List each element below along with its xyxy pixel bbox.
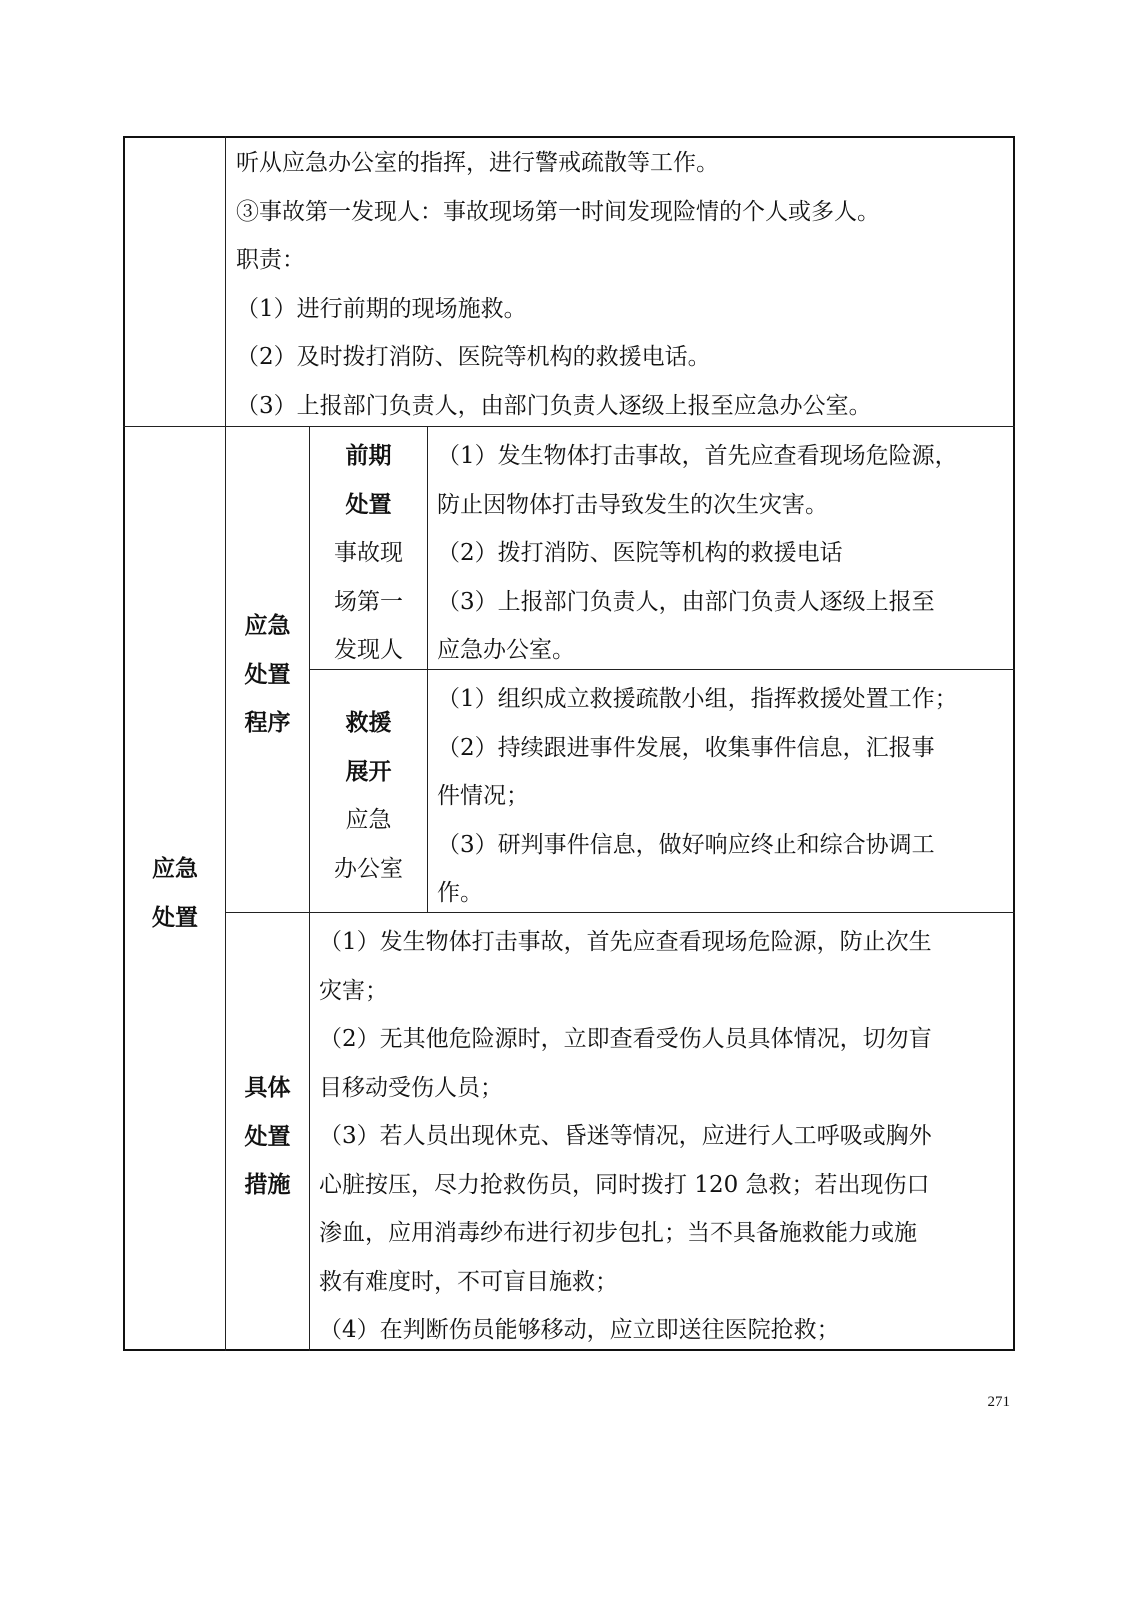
text-line: （1）组织成立救援疏散小组，指挥救援处置工作； [437, 686, 958, 712]
page-number: 271 [987, 1394, 1010, 1410]
stage-title-rescue: 救援 展开 应急 办公室 [334, 709, 403, 882]
text-line: （2）及时拨打消防、医院等机构的救援电话。 [236, 344, 711, 370]
text-line: 听从应急办公室的指挥，进行警戒疏散等工作。 [236, 150, 719, 176]
text-line: 心脏按压，尽力抢救伤员，同时拨打 120 急救；若出现伤口 [319, 1171, 930, 1198]
text-line: 职责： [236, 247, 305, 273]
text-line: ③事故第一发现人：事故现场第一时间发现险情的个人或多人。 [236, 198, 880, 225]
text-line: （1）进行前期的现场施救。 [236, 295, 527, 322]
text-line: 作。 [437, 880, 483, 906]
text-line: 目移动受伤人员； [319, 1074, 503, 1101]
text-line: （3）研判事件信息，做好响应终止和综合协调工 [437, 831, 935, 858]
text-line: （3）上报部门负责人，由部门负责人逐级上报至 [437, 588, 935, 615]
text-line: 防止因物体打击导致发生的次生灾害。 [437, 491, 828, 518]
text-line: （1）发生物体打击事故，首先应查看现场危险源，防止次生 [319, 929, 932, 955]
text-line: （3）上报部门负责人，由部门负责人逐级上报至应急办公室。 [236, 392, 872, 419]
text-line: （2）无其他危险源时，立即查看受伤人员具体情况，切勿盲 [319, 1026, 932, 1052]
measures-label: 具体 处置 措施 [244, 1074, 291, 1198]
text-line: （2）拨打消防、医院等机构的救援电话 [437, 540, 843, 566]
text-line: （1）发生物体打击事故，首先应查看现场危险源， [437, 443, 958, 469]
text-line: （4）在判断伤员能够移动，应立即送往医院抢救； [319, 1317, 840, 1343]
text-line: 灾害； [319, 977, 388, 1004]
stage-content-initial [437, 432, 1012, 675]
stage-content-rescue [437, 675, 1012, 918]
text-line: 渗血，应用消毒纱布进行初步包扎；当不具备施救能力或施 [319, 1220, 917, 1246]
text-line: 件情况； [437, 783, 529, 809]
text-line: （3）若人员出现休克、昏迷等情况，应进行人工呼吸或胸外 [319, 1123, 932, 1149]
duty-text-block [236, 139, 1006, 430]
text-line: 救有难度时，不可盲目施救； [319, 1268, 618, 1295]
procedure-label: 应急 处置 程序 [244, 612, 291, 736]
section-label: 应急 处置 [152, 855, 198, 931]
text-line: （2）持续跟进事件发展，收集事件信息，汇报事 [437, 734, 935, 761]
stage-title-initial: 前期 处置 事故现 场第一 发现人 [334, 442, 403, 663]
measures-content [319, 918, 1009, 1355]
text-line: 应急办公室。 [437, 637, 575, 663]
